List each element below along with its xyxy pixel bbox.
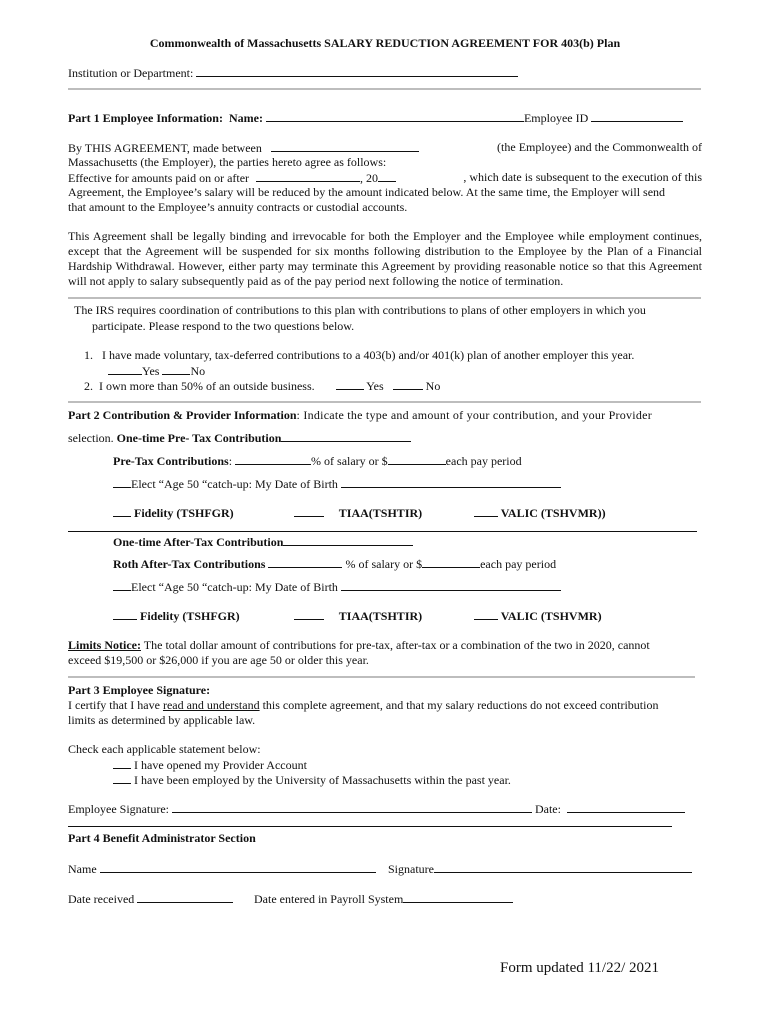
catchup-label: Elect “Age 50 “catch-up: My Date of Birth [131, 477, 338, 491]
binding-paragraph: This Agreement shall be legally binding and irrevocable for both the Employer and the Employee while employment continues, except that the Agreement will be suspended for six months following distribution to the Employee by the Plan of a Financial Hardship Withdrawal. However, either party may terminate this Agreement by providing reasonable notice so that this Agreement will not apply to salary subsequently paid as of the pay period next following the notice of termination. [68, 229, 702, 288]
q1-yes-field[interactable] [108, 363, 142, 375]
employee-id-field[interactable] [591, 110, 683, 122]
q2-yes-label: Yes [366, 379, 384, 393]
percent-label: % of salary or $ [311, 454, 388, 468]
roth-catchup-row [113, 579, 561, 595]
limits-line-2: exceed $19,500 or $26,000 if you are age 50 or older this year. [68, 653, 369, 667]
agreement-line-1 [68, 140, 702, 156]
fidelity-label: Fidelity (TSHFGR) [134, 506, 234, 520]
roth-fidelity-check[interactable] [113, 608, 137, 620]
check-item-1 [113, 757, 307, 773]
question-2 [84, 378, 440, 394]
agreement-line-4: Agreement, the Employee’s salary will be reduced by the amount indicated below. At the same time, the Employer will send [68, 185, 666, 199]
roth-row [113, 556, 556, 572]
valic-label: VALIC (TSHVMR)) [500, 506, 606, 520]
pretax-row: Pre-Tax Contributions: % of salary or $ each pay period [113, 454, 522, 468]
effective-date-field[interactable] [256, 170, 360, 182]
question-text: I have made voluntary, tax-deferred contributions to a 403(b) and/or 401(k) plan of another employer this year. [102, 348, 635, 362]
employed-umass-check[interactable] [113, 772, 131, 784]
q1-no-label: No [190, 364, 206, 378]
employee-between-field[interactable] [271, 140, 419, 152]
roth-catchup-check[interactable] [113, 579, 131, 591]
limits-label: Limits Notice: [68, 638, 141, 652]
certify-underlined: read and understand [162, 698, 260, 712]
admin-signature-label: Signature [388, 862, 434, 876]
agreement-text: , which date is subsequent to the execution of this [463, 170, 702, 184]
admin-name-label: Name [68, 862, 97, 876]
limits-line-1 [68, 638, 650, 653]
certify-text: I certify that I have [68, 698, 160, 712]
admin-name-row [68, 861, 702, 877]
roth-dob-field[interactable] [341, 579, 561, 591]
institution-label: Institution or Department [68, 66, 190, 80]
onetime-aftertax-field[interactable] [283, 534, 413, 546]
each-pay-label: each pay period [445, 454, 522, 468]
section-rule [68, 826, 672, 827]
pretax-catchup-row [113, 476, 561, 492]
effective-year-field[interactable] [378, 170, 396, 182]
admin-signature-field[interactable] [434, 861, 692, 873]
irs-line-1: The IRS requires coordination of contributions to this plan with contributions to plans of other employers in which you [74, 303, 646, 317]
roth-providers [113, 608, 633, 624]
tiaa-label: TIAA(TSHTIR) [338, 506, 423, 520]
question-1-answers [108, 363, 205, 379]
agreement-text: (the Employee) and the Commonwealth of [497, 140, 702, 154]
check-label: I have been employed by the University of Massachusetts within the past year. [134, 773, 511, 787]
pretax-fidelity-check[interactable] [113, 505, 131, 517]
q2-yes-field[interactable] [336, 378, 364, 390]
signature-label: Employee Signature: [68, 802, 169, 816]
agreement-text: , 20 [360, 171, 379, 185]
form-title: Commonwealth of Massachusetts SALARY REDUCTION AGREEMENT FOR 403(b) Plan [149, 36, 621, 50]
onetime-aftertax-label: One-time After-Tax Contribution [113, 535, 284, 549]
certify-text: this complete agreement, and that my salary reductions do not exceed contribution [262, 698, 659, 712]
certify-line-1 [68, 698, 658, 713]
section-rule [68, 531, 697, 532]
q1-no-field[interactable] [162, 363, 190, 375]
question-1 [84, 348, 634, 363]
agreement-line-5: that amount to the Employee’s annuity contracts or custodial accounts. [68, 200, 408, 214]
divider [68, 297, 701, 299]
institution-row: Institution or Department: [68, 65, 518, 81]
onetime-pretax-field[interactable] [281, 430, 411, 442]
pretax-dollar-field[interactable] [388, 453, 446, 465]
roth-valic-check[interactable] [474, 608, 498, 620]
roth-label: Roth After-Tax Contributions [113, 557, 266, 571]
pretax-percent-field[interactable] [235, 453, 311, 465]
selection-label: selection. [68, 431, 114, 445]
question-number: 2. [84, 379, 93, 393]
part4-heading: Part 4 Benefit Administrator Section [68, 831, 256, 845]
employee-signature-row [68, 801, 685, 817]
pretax-valic-check[interactable] [474, 505, 498, 517]
roth-percent-field[interactable] [268, 556, 342, 568]
pretax-tiaa-check[interactable] [294, 505, 324, 517]
date-entered-field[interactable] [403, 891, 513, 903]
question-number: 1. [84, 348, 93, 362]
date-received-field[interactable] [137, 891, 233, 903]
employee-signature-field[interactable] [172, 801, 532, 813]
catchup-label: Elect “Age 50 “catch-up: My Date of Birth [131, 580, 338, 594]
divider [68, 676, 695, 678]
part2-row [68, 408, 702, 423]
q1-yes-label: Yes [142, 364, 160, 378]
date-label: Date: [534, 802, 561, 816]
check-item-2 [113, 772, 511, 788]
percent-label: % of salary or $ [345, 557, 423, 571]
agreement-line-2: Massachusetts (the Employer), the parties hereto agree as follows: [68, 155, 387, 169]
form-updated-note: Form updated 11/22/ 2021 [500, 960, 660, 976]
each-pay-label: each pay period [480, 557, 557, 571]
name-label: Name: [228, 111, 263, 125]
limits-text: The total dollar amount of contributions for pre-tax, after-tax or a combination of the two in 2020, cannot [143, 638, 650, 652]
pretax-dob-field[interactable] [341, 476, 561, 488]
part2-intro: : Indicate the type and amount of your contribution, and your Provider [296, 408, 652, 422]
admin-date-row [68, 891, 702, 907]
date-entered-label: Date entered in Payroll System [254, 892, 404, 906]
valic-label: VALIC (TSHVMR) [500, 609, 602, 623]
check-intro: Check each applicable statement below: [68, 742, 261, 756]
divider [68, 401, 701, 403]
q2-no-label: No [425, 379, 441, 393]
part2-heading: Part 2 Contribution & Provider Information [68, 408, 297, 422]
onetime-aftertax-row [113, 534, 413, 550]
fidelity-label: Fidelity (TSHFGR) [140, 609, 240, 623]
pretax-catchup-check[interactable] [113, 476, 131, 488]
employee-date-field[interactable] [567, 801, 685, 813]
tiaa-label: TIAA(TSHTIR) [338, 609, 423, 623]
certify-line-2: limits as determined by applicable law. [68, 713, 256, 727]
provider-account-check[interactable] [113, 757, 131, 769]
part1-row [68, 110, 683, 126]
employee-name-field[interactable] [266, 110, 524, 122]
roth-dollar-field[interactable] [422, 556, 480, 568]
pretax-providers [113, 505, 633, 521]
check-label: I have opened my Provider Account [134, 758, 307, 772]
agreement-line-3 [68, 170, 702, 186]
institution-field[interactable] [196, 65, 518, 77]
q2-no-field[interactable] [393, 378, 423, 390]
question-text: I own more than 50% of an outside business. [99, 379, 315, 393]
admin-name-field[interactable] [100, 861, 376, 873]
agreement-text: Effective for amounts paid on or after [68, 171, 250, 185]
irs-line-2: participate. Please respond to the two questions below. [92, 319, 355, 333]
part3-heading: Part 3 Employee Signature: [68, 683, 211, 697]
agreement-text: By THIS AGREEMENT, made between [68, 141, 262, 155]
part1-heading: Part 1 Employee Information: [68, 111, 223, 125]
divider [68, 88, 701, 90]
employee-id-label: Employee ID [523, 111, 589, 125]
roth-tiaa-check[interactable] [294, 608, 324, 620]
onetime-pretax-label: One-time Pre- Tax Contribution [116, 431, 282, 445]
pretax-label: Pre-Tax Contributions [113, 454, 229, 468]
date-received-label: Date received [68, 892, 135, 906]
selection-row [68, 430, 411, 446]
